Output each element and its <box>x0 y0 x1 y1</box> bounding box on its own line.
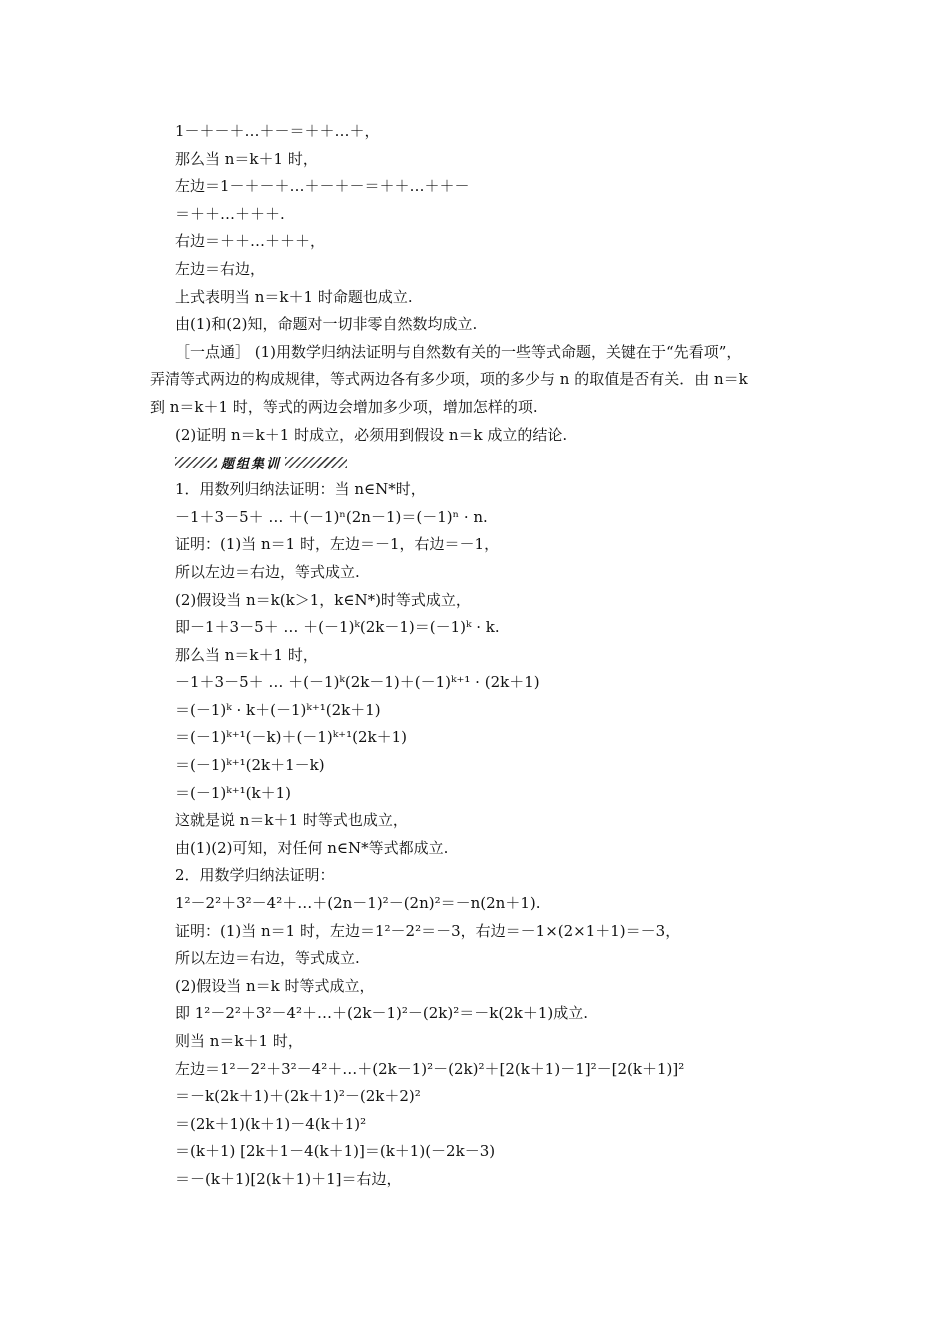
text-line: 右边＝＋＋…＋＋＋， <box>175 232 326 251</box>
text-line: 那么当 n＝k＋1 时， <box>175 645 318 664</box>
text-line: 则当 n＝k＋1 时， <box>175 1032 303 1050</box>
text-line: ＝－k(2k＋1)＋(2k＋1)²－(2k＋2)² <box>175 1087 421 1106</box>
text-line: 所以左边＝右边，等式成立. <box>175 562 360 581</box>
text-line: 左边＝1－＋－＋…＋－＋－＝＋＋…＋＋－ <box>175 177 470 196</box>
text-line: 那么当 n＝k＋1 时， <box>175 149 318 168</box>
text-line: 这就是说 n＝k＋1 时等式也成立， <box>175 811 408 830</box>
text-line: 左边＝右边， <box>175 259 266 278</box>
text-line: 上式表明当 n＝k＋1 时命题也成立. <box>175 287 413 306</box>
tip-paragraph-line: ［一点通］ (1)用数学归纳法证明与自然数有关的一些等式命题，关键在于“先看项”， <box>175 342 742 361</box>
text-line: 由(1)和(2)知，命题对一切非零自然数均成立. <box>175 315 478 334</box>
text-line: －1＋3－5＋ … ＋(－1)ᵏ(2k－1)＋(－1)ᵏ⁺¹ · (2k＋1) <box>175 673 540 692</box>
text-line: 1．用数列归纳法证明：当 n∈N*时， <box>175 480 426 499</box>
text-line: 即 1²－2²＋3²－4²＋…＋(2k－1)²－(2k)²＝－k(2k＋1)成立. <box>175 1004 588 1023</box>
text-line: ＝＋＋…＋＋＋. <box>175 204 285 223</box>
text-line: ＝(－1)ᵏ⁺¹(－k)＋(－1)ᵏ⁺¹(2k＋1) <box>175 728 407 747</box>
tip-paragraph-line: 弄清等式两边的构成规律，等式两边各有多少项，项的多少与 n 的取值是否有关．由 n＝k <box>150 370 748 389</box>
text-line: ＝－(k＋1)[2(k＋1)＋1]＝右边， <box>175 1169 402 1188</box>
text-line: 1－＋－＋…＋－＝＋＋…＋， <box>175 122 380 140</box>
text-line: ＝(－1)ᵏ⁺¹(2k＋1－k) <box>175 756 325 775</box>
section-title: 题组集训 <box>221 457 282 473</box>
text-line: (2)假设当 n＝k 时等式成立， <box>175 976 375 995</box>
hatch-decoration-icon <box>175 457 217 468</box>
tip-paragraph-line: 到 n＝k＋1 时，等式的两边会增加多少项，增加怎样的项. <box>150 397 538 416</box>
section-header <box>150 449 820 476</box>
text-line: ＝(－1)ᵏ⁺¹(k＋1) <box>175 783 291 802</box>
tip-paragraph-line: (2)证明 n＝k＋1 时成立，必须用到假设 n＝k 成立的结论. <box>175 425 568 444</box>
hatch-decoration-icon <box>285 457 347 468</box>
text-line: 所以左边＝右边，等式成立. <box>175 949 360 968</box>
text-line: 即－1＋3－5＋ … ＋(－1)ᵏ(2k－1)＝(－1)ᵏ · k. <box>175 618 500 637</box>
document-content <box>150 118 820 1194</box>
text-line: 2．用数学归纳法证明： <box>175 866 335 885</box>
text-line: 证明：(1)当 n＝1 时，左边＝1²－2²＝－3，右边＝－1×(2×1＋1)＝－3， <box>175 921 681 940</box>
text-line: ＝(k＋1) [2k＋1－4(k＋1)]＝(k＋1)(－2k－3) <box>175 1142 496 1161</box>
text-line: (2)假设当 n＝k(k＞1，k∈N*)时等式成立， <box>175 590 471 609</box>
text-line: 左边＝1²－2²＋3²－4²＋…＋(2k－1)²－(2k)²＋[2(k＋1)－1]²－[2(k＋1)]² <box>175 1059 685 1078</box>
text-line: －1＋3－5＋ … ＋(－1)ⁿ(2n－1)＝(－1)ⁿ · n. <box>175 507 488 526</box>
text-line: 证明：(1)当 n＝1 时，左边＝－1，右边＝－1， <box>175 535 500 554</box>
text-line: ＝(2k＋1)(k＋1)－4(k＋1)² <box>175 1114 367 1133</box>
text-line: 1²－2²＋3²－4²＋…＋(2n－1)²－(2n)²＝－n(2n＋1). <box>175 894 541 913</box>
text-line: 由(1)(2)可知，对任何 n∈N*等式都成立. <box>175 838 449 857</box>
text-line: ＝(－1)ᵏ · k＋(－1)ᵏ⁺¹(2k＋1) <box>175 700 381 719</box>
